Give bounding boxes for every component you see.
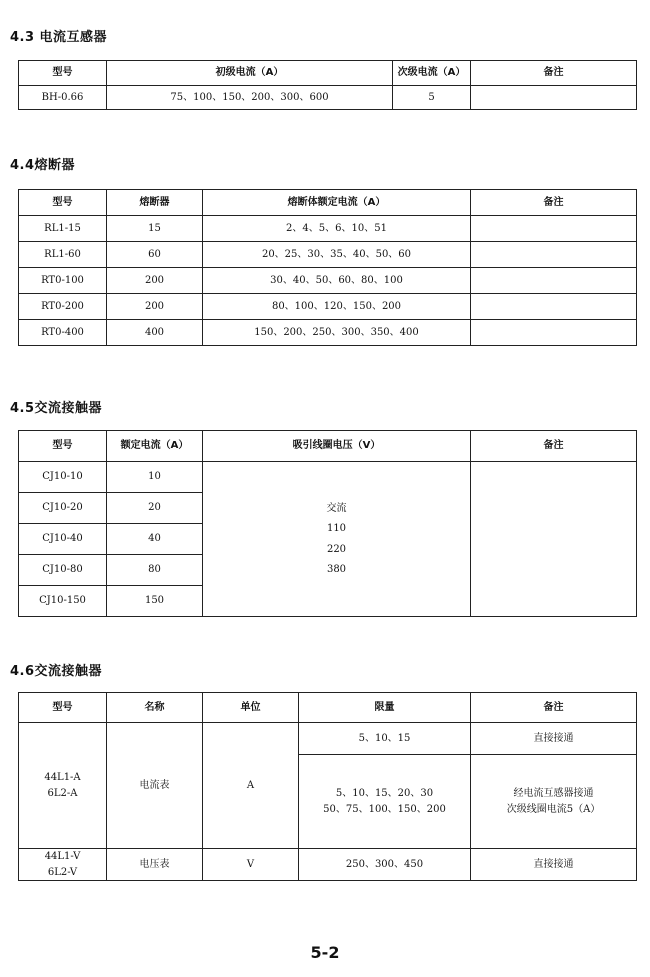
header-range: 限量 — [299, 693, 471, 723]
cell-rated-current: 150、200、250、300、350、400 — [203, 320, 471, 346]
table-header-row — [19, 190, 637, 216]
table-header-row — [19, 431, 637, 462]
header-remark: 备注 — [471, 61, 637, 86]
header-model: 型号 — [19, 431, 107, 462]
cell-rated-current: 10 — [107, 462, 203, 493]
cell-rated-current: 30、40、50、60、80、100 — [203, 268, 471, 294]
range-line: 5、10、15、20、30 — [335, 788, 434, 799]
header-name: 名称 — [107, 693, 203, 723]
cell-model — [19, 723, 107, 849]
cell-range: 250、300、450 — [299, 849, 471, 881]
meter-table — [18, 692, 637, 881]
header-fuse: 熔断器 — [107, 190, 203, 216]
remark-line: 经电流互感器接通 — [513, 788, 594, 799]
table-row — [19, 294, 637, 320]
header-remark: 备注 — [471, 693, 637, 723]
cell-remark: 直接接通 — [471, 849, 637, 881]
cell-unit: A — [203, 723, 299, 849]
table-row — [19, 86, 637, 110]
ac-contactor-table — [18, 430, 637, 617]
table-header-row — [19, 693, 637, 723]
model-line: 44L1-V — [44, 851, 81, 862]
cell-model: BH-0.66 — [19, 86, 107, 110]
header-remark: 备注 — [471, 431, 637, 462]
cell-model: CJ10-80 — [19, 555, 107, 586]
cell-name: 电流表 — [107, 723, 203, 849]
cell-fuse: 60 — [107, 242, 203, 268]
cell-model — [19, 849, 107, 881]
header-model: 型号 — [19, 693, 107, 723]
header-remark: 备注 — [471, 190, 637, 216]
section-title-4-4: 4.4熔断器 — [10, 158, 76, 173]
table-row — [19, 849, 637, 881]
header-primary-current: 初级电流（A） — [107, 61, 393, 86]
range-line: 50、75、100、150、200 — [323, 803, 446, 815]
model-line: 44L1-A — [44, 772, 81, 783]
cell-remark — [471, 294, 637, 320]
cell-rated-current: 150 — [107, 586, 203, 617]
cell-rated-current: 40 — [107, 524, 203, 555]
cell-model: CJ10-10 — [19, 462, 107, 493]
cell-range: 5、10、15 — [299, 723, 471, 755]
cell-remark — [471, 268, 637, 294]
header-fuse-rated-current: 熔断体额定电流（A） — [203, 190, 471, 216]
cell-unit: V — [203, 849, 299, 881]
cell-fuse: 400 — [107, 320, 203, 346]
voltage-line: 交流 — [326, 502, 347, 514]
cell-rated-current: 2、4、5、6、10、51 — [203, 216, 471, 242]
cell-fuse: 15 — [107, 216, 203, 242]
table-row — [19, 216, 637, 242]
table-row — [19, 320, 637, 346]
cell-fuse: 200 — [107, 268, 203, 294]
cell-model: CJ10-150 — [19, 586, 107, 617]
cell-name: 电压表 — [107, 849, 203, 881]
current-transformer-table — [18, 60, 637, 110]
cell-model: RL1-15 — [19, 216, 107, 242]
cell-remark — [471, 216, 637, 242]
cell-model: RL1-60 — [19, 242, 107, 268]
cell-model: RT0-200 — [19, 294, 107, 320]
table-row — [19, 723, 637, 755]
cell-model: CJ10-20 — [19, 493, 107, 524]
table-row — [19, 462, 637, 493]
cell-model: CJ10-40 — [19, 524, 107, 555]
header-unit: 单位 — [203, 693, 299, 723]
cell-model: RT0-100 — [19, 268, 107, 294]
cell-fuse: 200 — [107, 294, 203, 320]
model-line: 6L2-A — [47, 787, 78, 799]
cell-primary-current: 75、100、150、200、300、600 — [107, 86, 393, 110]
section-title-4-5: 4.5交流接触器 — [10, 401, 103, 416]
cell-rated-current: 20、25、30、35、40、50、60 — [203, 242, 471, 268]
cell-model: RT0-400 — [19, 320, 107, 346]
voltage-line: 220 — [326, 543, 347, 555]
voltage-line: 380 — [326, 564, 347, 575]
cell-remark — [471, 86, 637, 110]
model-line: 6L2-V — [47, 866, 78, 878]
remark-line: 次级线圈电流5（A） — [506, 803, 601, 815]
voltage-line: 110 — [326, 523, 347, 534]
header-rated-current: 额定电流（A） — [107, 431, 203, 462]
section-title-4-3: 4.3 电流互感器 — [10, 30, 108, 45]
cell-secondary-current: 5 — [393, 86, 471, 110]
cell-remark — [471, 755, 637, 849]
header-coil-voltage: 吸引线圈电压（V） — [203, 431, 471, 462]
table-row — [19, 242, 637, 268]
fuse-table — [18, 189, 637, 346]
table-header-row — [19, 61, 637, 86]
section-title-4-6: 4.6交流接触器 — [10, 664, 103, 679]
page-number: 5-2 — [310, 943, 340, 962]
table-row — [19, 268, 637, 294]
cell-remark: 直接接通 — [471, 723, 637, 755]
header-model: 型号 — [19, 61, 107, 86]
cell-rated-current: 20 — [107, 493, 203, 524]
cell-range — [299, 755, 471, 849]
cell-remark — [471, 320, 637, 346]
header-model: 型号 — [19, 190, 107, 216]
cell-coil-voltage — [203, 462, 471, 617]
cell-remark — [471, 242, 637, 268]
cell-rated-current: 80、100、120、150、200 — [203, 294, 471, 320]
cell-rated-current: 80 — [107, 555, 203, 586]
cell-remark — [471, 462, 637, 617]
header-secondary-current: 次级电流（A） — [393, 61, 471, 86]
